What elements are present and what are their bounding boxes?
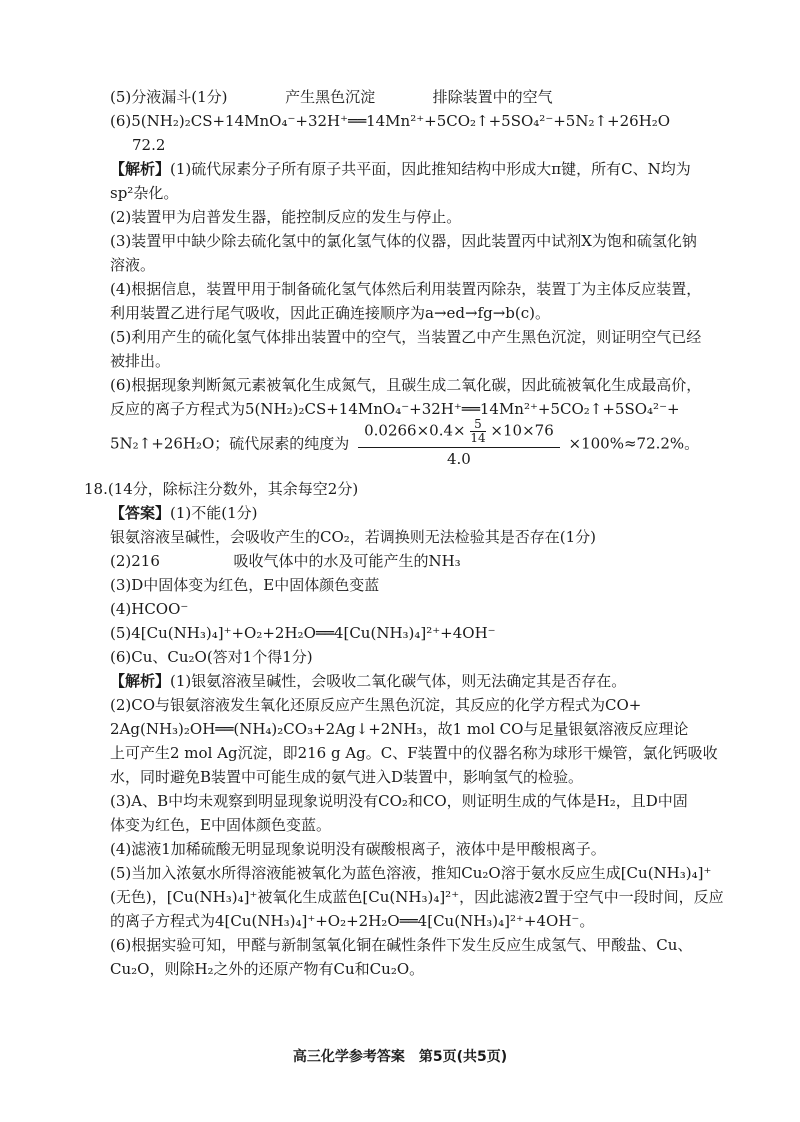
q18-analysis-5-line-3: 的离子方程式为4[Cu(NH₃)₄]⁺+O₂+2H₂O══4[Cu(NH₃)₄]²⁺+4OH⁻。 — [110, 912, 595, 930]
q18-analysis-4: (4)滤液1加稀硫酸无明显现象说明没有碳酸根离子，液体中是甲酸根离子。 — [110, 840, 606, 858]
analysis-label: 【解析】 — [110, 672, 171, 690]
q18-answer-2-reason: 吸收气体中的水及可能产生的NH₃ — [233, 552, 461, 570]
q18-answer-1-text: (1)不能(1分) — [170, 504, 258, 522]
analysis-label: 【解析】 — [110, 160, 171, 178]
q17-answer-6-value: 72.2 — [132, 136, 166, 154]
q18-analysis-6-cont: Cu₂O，则除H₂之外的还原产物有Cu和Cu₂O。 — [110, 960, 425, 978]
q17-analysis-3: (3)装置甲中缺少除去硫化氢中的氯化氢气体的仪器，因此装置丙中试剂X为饱和硫氢化钠 — [110, 232, 697, 250]
q17-purity-line — [110, 418, 699, 468]
q18-answer-5: (5)4[Cu(NH₃)₄]⁺+O₂+2H₂O══4[Cu(NH₃)₄]²⁺+4OH⁻ — [110, 624, 496, 642]
answer-label: 【答案】 — [110, 504, 171, 522]
q17-analysis-1-text: (1)硫代尿素分子所有原子共平面，因此推知结构中形成大π键，所有C、N均为 — [170, 160, 691, 178]
q18-analysis-1 — [110, 670, 626, 692]
q17-analysis-6: (6)根据现象判断氮元素被氧化生成氮气，且碳生成二氧化碳，因此硫被氧化生成最高价， — [110, 376, 702, 394]
q18-answer-2 — [110, 550, 461, 572]
q17-analysis-4-cont: 利用装置乙进行尾气吸收，因此正确连接顺序为a→ed→fg→b(c)。 — [110, 304, 550, 322]
q17-analysis-6-equation: 反应的离子方程式为5(NH₂)₂CS+14MnO₄⁻+32H⁺══14Mn²⁺+5CO₂↑+5SO₄²⁻+ — [110, 400, 680, 418]
q18-analysis-5: (5)当加入浓氨水所得溶液能被氧化为蓝色溶液，推知Cu₂O溶于氨水反应生成[Cu(NH₃)₄]⁺ — [110, 864, 712, 882]
q18-analysis-1-text: (1)银氨溶液呈碱性，会吸收二氧化碳气体，则无法确定其是否存在。 — [170, 672, 627, 690]
purity-fraction-denominator: 4.0 — [446, 450, 471, 468]
q18-heading: 18.(14分，除标注分数外，其余每空2分) — [84, 480, 359, 498]
q17-analysis-5: (5)利用产生的硫化氢气体排出装置中的空气，当装置乙中产生黑色沉淀，则证明空气已经 — [110, 328, 702, 346]
q18-analysis-2-line-3: 上可产生2 mol Ag沉淀，即216 g Ag。C、F装置中的仪器名称为球形干燥管，氯化钙吸收 — [110, 744, 718, 762]
q17-answer-5 — [110, 86, 553, 108]
q18-analysis-2: (2)CO与银氨溶液发生氧化还原反应产生黑色沉淀，其反应的化学方程式为CO+ — [110, 696, 642, 714]
page-footer: 高三化学参考答案 第5页(共5页) — [292, 1049, 508, 1065]
q18-answer-4: (4)HCOO⁻ — [110, 600, 189, 618]
q17-analysis-3-cont: 溶液。 — [110, 256, 156, 274]
q18-analysis-6: (6)根据实验可知，甲醛与新制氢氧化铜在碱性条件下发生反应生成氢气、甲酸盐、Cu、 — [110, 936, 693, 954]
q17-analysis-1-cont: sp²杂化。 — [110, 184, 179, 202]
q17-answer-5-part-b: 产生黑色沉淀 — [285, 88, 376, 106]
q17-purity-label: 5N₂↑+26H₂O；硫代尿素的纯度为 — [110, 434, 350, 453]
q17-answer-5-part-a: (5)分液漏斗(1分) — [110, 88, 228, 106]
q17-analysis-4: (4)根据信息，装置甲用于制备硫化氢气体然后利用装置丙除杂，装置丁为主体反应装置， — [110, 280, 702, 298]
numerator-part-a: 0.0266×0.4× — [364, 421, 466, 440]
numerator-part-b: ×10×76 — [490, 421, 554, 440]
q18-answer-3: (3)D中固体变为红色，E中固体颜色变蓝 — [110, 576, 380, 594]
mini-fraction-numerator: 5 — [470, 418, 485, 432]
mini-fraction — [470, 418, 485, 445]
q18-answer-6: (6)Cu、Cu₂O(答对1个得1分) — [110, 648, 313, 666]
q18-analysis-3-cont: 体变为红色，E中固体颜色变蓝。 — [110, 816, 331, 834]
mini-fraction-denominator: 14 — [470, 431, 486, 445]
q18-answer-1 — [110, 502, 258, 524]
purity-fraction-numerator — [358, 418, 560, 448]
purity-fraction — [358, 418, 560, 468]
q18-analysis-5-line-2: (无色)，[Cu(NH₃)₄]⁺被氧化生成蓝色[Cu(NH₃)₄]²⁺，因此滤液2置于空气中一段时间，反应 — [110, 888, 724, 906]
q18-analysis-3: (3)A、B中均未观察到明显现象说明没有CO₂和CO，则证明生成的气体是H₂，且D中固 — [110, 792, 688, 810]
q18-analysis-2-line-2: 2Ag(NH₃)₂OH══(NH₄)₂CO₃+2Ag↓+2NH₃，故1 mol CO与足量银氨溶液反应理论 — [110, 720, 689, 738]
q17-answer-5-part-c: 排除装置中的空气 — [432, 88, 553, 106]
purity-result: ×100%≈72.2%。 — [568, 434, 700, 453]
q18-analysis-2-line-4: 水，同时避免B装置中可能生成的氨气进入D装置中，影响氢气的检验。 — [110, 768, 584, 786]
q18-answer-1-reason: 银氨溶液呈碱性，会吸收产生的CO₂，若调换则无法检验其是否存在(1分) — [110, 528, 597, 546]
q17-analysis-1 — [110, 158, 691, 180]
q18-answer-2-value: (2)216 — [110, 552, 160, 570]
q17-answer-6: (6)5(NH₂)₂CS+14MnO₄⁻+32H⁺══14Mn²⁺+5CO₂↑+5SO₄²⁻+5N₂↑+26H₂O — [110, 112, 671, 130]
q17-analysis-2: (2)装置甲为启普发生器，能控制反应的发生与停止。 — [110, 208, 462, 226]
q17-analysis-5-cont: 被排出。 — [110, 352, 171, 370]
